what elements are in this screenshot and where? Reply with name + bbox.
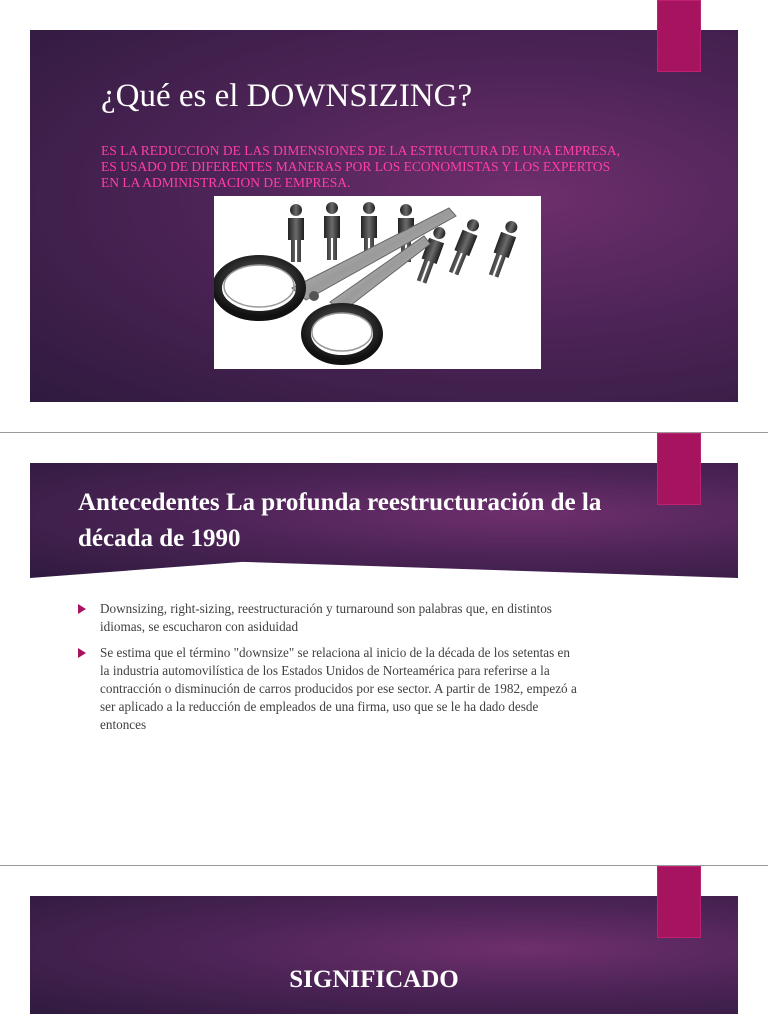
slide-2-title: Antecedentes La profunda reestructuración de la década de 1990: [78, 489, 602, 552]
bullet-arrow-icon: [78, 648, 86, 658]
bullet-arrow-icon: [78, 604, 86, 614]
bullet-line: ser aplicado a la reducción de empleados de una firma, uso que se le ha dado desde: [100, 699, 539, 714]
bullet-line: Se estima que el término "downsize" se relaciona al inicio de la década de los setentas en: [100, 645, 570, 660]
list-item: [78, 600, 638, 636]
description-line: ES LA REDUCCION DE LAS DIMENSIONES DE LA ESTRUCTURA DE UNA EMPRESA,: [101, 143, 621, 158]
slide-2: [0, 433, 768, 865]
slide-1: [0, 0, 768, 432]
slide-1-title: ¿Qué es el DOWNSIZING?: [101, 78, 473, 114]
scissors-people-illustration: [214, 196, 541, 369]
list-item: [78, 644, 638, 734]
slide-3-banner: [30, 896, 738, 1014]
description-line: EN LA ADMINISTRACION DE EMPRESA.: [101, 175, 351, 190]
scissors-cutting-people-icon: [214, 196, 541, 369]
accent-tab: [657, 866, 701, 938]
bullet-line: idiomas, se escucharon con asiduidad: [100, 619, 299, 634]
accent-tab: [657, 433, 701, 505]
bullet-list: [78, 600, 638, 742]
description-line: ES USADO DE DIFERENTES MANERAS POR LOS ECONOMISTAS Y LOS EXPERTOS: [101, 159, 611, 174]
accent-tab: [657, 0, 701, 72]
slide-3-title: SIGNIFICADO: [289, 966, 459, 993]
bullet-line: Downsizing, right-sizing, reestructuración y turnaround son palabras que, en distintos: [100, 601, 552, 616]
slide-3: [0, 866, 768, 1024]
slide-1-description: [101, 143, 671, 191]
bullet-line: la industria automovilística de los Estados Unidos de Norteamérica para referirse a la: [100, 663, 550, 678]
bullet-line: contracción o disminución de carros producidos por ese sector. A partir de 1982, empezó a: [100, 681, 577, 696]
bullet-line: entonces: [100, 717, 147, 732]
